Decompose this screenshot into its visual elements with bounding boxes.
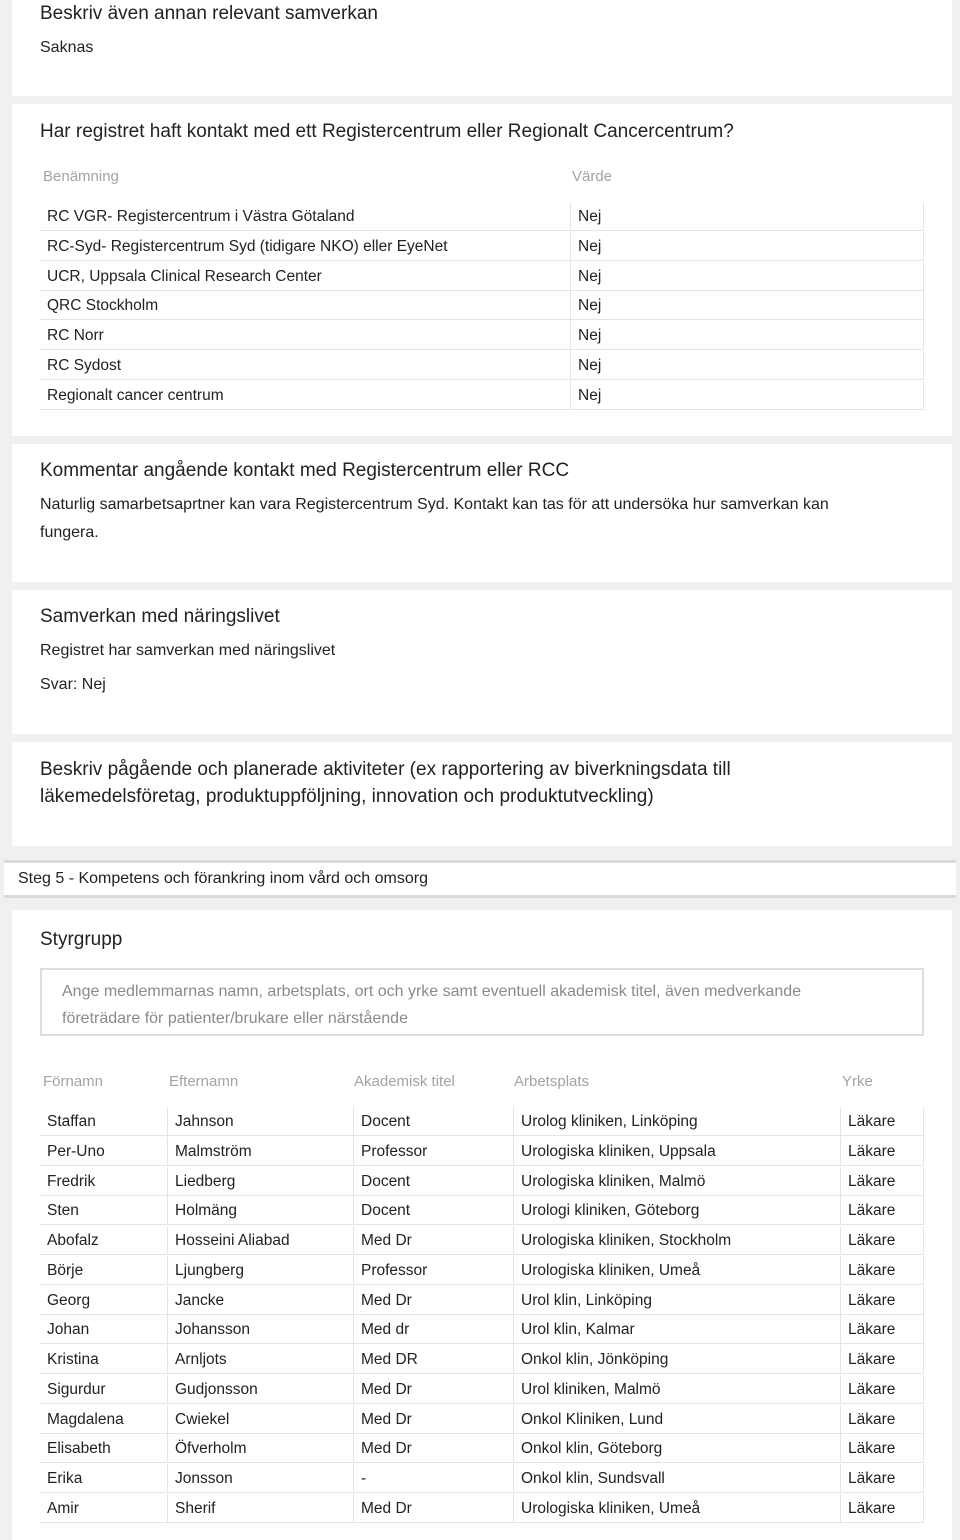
cell-titel: Professor bbox=[353, 1256, 513, 1285]
cell-efternamn: Johansson bbox=[167, 1315, 353, 1344]
cell-fornamn: Georg bbox=[40, 1286, 167, 1315]
cell-fornamn: Amir bbox=[40, 1494, 167, 1523]
cell-name: RC-Syd- Registercentrum Syd (tidigare NKO) eller EyeNet bbox=[40, 232, 570, 261]
cell-yrke: Läkare bbox=[840, 1405, 924, 1434]
cell-arbetsplats: Urologiska kliniken, Stockholm bbox=[513, 1226, 840, 1255]
cell-titel: Med Dr bbox=[353, 1375, 513, 1404]
column-header-name: Benämning bbox=[43, 168, 119, 185]
column-header-value: Värde bbox=[572, 168, 613, 185]
other-collaboration-card bbox=[12, 0, 952, 96]
table-row bbox=[40, 1167, 924, 1197]
table-row bbox=[40, 1137, 924, 1167]
question-title-line-2: läkemedelsföretag, produktuppföljning, innovation och produktutveckling) bbox=[40, 786, 654, 807]
question-title: Beskriv även annan relevant samverkan bbox=[40, 3, 378, 24]
answer-text-line-1: Naturlig samarbetsaprtner kan vara Registercentrum Syd. Kontakt kan tas för att undersöka hur samverkan kan bbox=[40, 496, 829, 513]
step-title: Steg 5 - Kompetens och förankring inom vård och omsorg bbox=[18, 870, 428, 887]
cell-titel: Med dr bbox=[353, 1315, 513, 1344]
question-title-line-1: Beskriv pågående och planerade aktiviteter (ex rapportering av biverkningsdata till bbox=[40, 759, 731, 780]
cell-titel: Med DR bbox=[353, 1345, 513, 1374]
cell-efternamn: Jancke bbox=[167, 1286, 353, 1315]
question-subtitle: Registret har samverkan med näringslivet bbox=[40, 642, 336, 659]
cell-fornamn: Magdalena bbox=[40, 1405, 167, 1434]
instruction-line-1: Ange medlemmarnas namn, arbetsplats, ort och yrke samt eventuell akademisk titel, även medverkande bbox=[62, 983, 802, 1000]
cell-fornamn: Per-Uno bbox=[40, 1137, 167, 1166]
table-row bbox=[40, 381, 924, 411]
cell-titel: - bbox=[353, 1464, 513, 1493]
table-row bbox=[40, 1226, 924, 1256]
table-row bbox=[40, 1286, 924, 1316]
cell-efternamn: Jahnson bbox=[167, 1107, 353, 1136]
cell-titel: Docent bbox=[353, 1167, 513, 1196]
cell-name: Regionalt cancer centrum bbox=[40, 381, 570, 410]
table-row bbox=[40, 202, 924, 232]
cell-fornamn: Erika bbox=[40, 1464, 167, 1493]
cell-value: Nej bbox=[570, 381, 924, 410]
cell-fornamn: Staffan bbox=[40, 1107, 167, 1136]
table-row bbox=[40, 351, 924, 381]
registercentrum-contact-card bbox=[12, 104, 952, 436]
cell-value: Nej bbox=[570, 232, 924, 261]
cell-yrke: Läkare bbox=[840, 1226, 924, 1255]
cell-efternamn: Holmäng bbox=[167, 1196, 353, 1225]
table-row bbox=[40, 291, 924, 321]
table-row bbox=[40, 1375, 924, 1405]
cell-value: Nej bbox=[570, 291, 924, 320]
table-row bbox=[40, 1256, 924, 1286]
cell-fornamn: Elisabeth bbox=[40, 1434, 167, 1463]
section-title: Styrgrupp bbox=[40, 929, 123, 950]
step-header bbox=[4, 860, 956, 898]
industry-collaboration-card bbox=[12, 590, 952, 734]
cell-arbetsplats: Urologiska kliniken, Malmö bbox=[513, 1167, 840, 1196]
cell-arbetsplats: Urolog kliniken, Linköping bbox=[513, 1107, 840, 1136]
cell-yrke: Läkare bbox=[840, 1137, 924, 1166]
column-header-titel: Akademisk titel bbox=[354, 1073, 455, 1090]
question-title: Kommentar angående kontakt med Registercentrum eller RCC bbox=[40, 460, 570, 481]
cell-arbetsplats: Urol klin, Linköping bbox=[513, 1286, 840, 1315]
cell-yrke: Läkare bbox=[840, 1256, 924, 1285]
cell-yrke: Läkare bbox=[840, 1286, 924, 1315]
question-title: Samverkan med näringslivet bbox=[40, 606, 280, 627]
cell-arbetsplats: Onkol klin, Jönköping bbox=[513, 1345, 840, 1374]
cell-yrke: Läkare bbox=[840, 1196, 924, 1225]
cell-yrke: Läkare bbox=[840, 1167, 924, 1196]
cell-yrke: Läkare bbox=[840, 1494, 924, 1523]
instruction-line-2: företrädare för patienter/brukare eller närstående bbox=[62, 1010, 408, 1027]
cell-titel: Professor bbox=[353, 1137, 513, 1166]
table-row bbox=[40, 1494, 924, 1524]
instruction-box bbox=[40, 968, 924, 1036]
cell-arbetsplats: Urol kliniken, Malmö bbox=[513, 1375, 840, 1404]
cell-yrke: Läkare bbox=[840, 1375, 924, 1404]
cell-efternamn: Cwiekel bbox=[167, 1405, 353, 1434]
cell-arbetsplats: Urologiska kliniken, Uppsala bbox=[513, 1137, 840, 1166]
column-header-arbetsplats: Arbetsplats bbox=[514, 1073, 590, 1090]
cell-name: RC Sydost bbox=[40, 351, 570, 380]
cell-name: RC VGR- Registercentrum i Västra Götaland bbox=[40, 202, 570, 231]
cell-yrke: Läkare bbox=[840, 1107, 924, 1136]
cell-fornamn: Abofalz bbox=[40, 1226, 167, 1255]
activities-card bbox=[12, 742, 952, 846]
cell-name: QRC Stockholm bbox=[40, 291, 570, 320]
question-title: Har registret haft kontakt med ett Registercentrum eller Regionalt Cancercentrum? bbox=[40, 121, 734, 142]
cell-value: Nej bbox=[570, 351, 924, 380]
cell-efternamn: Gudjonsson bbox=[167, 1375, 353, 1404]
cell-titel: Med Dr bbox=[353, 1405, 513, 1434]
answer-text: Svar: Nej bbox=[40, 676, 106, 693]
cell-arbetsplats: Urologiska kliniken, Umeå bbox=[513, 1494, 840, 1523]
cell-efternamn: Sherif bbox=[167, 1494, 353, 1523]
cell-efternamn: Liedberg bbox=[167, 1167, 353, 1196]
cell-fornamn: Kristina bbox=[40, 1345, 167, 1374]
cell-fornamn: Johan bbox=[40, 1315, 167, 1344]
cell-efternamn: Öfverholm bbox=[167, 1434, 353, 1463]
cell-efternamn: Hosseini Aliabad bbox=[167, 1226, 353, 1255]
table-row bbox=[40, 1196, 924, 1226]
table-row bbox=[40, 1315, 924, 1345]
cell-value: Nej bbox=[570, 262, 924, 291]
cell-arbetsplats: Urologi kliniken, Göteborg bbox=[513, 1196, 840, 1225]
cell-fornamn: Börje bbox=[40, 1256, 167, 1285]
cell-titel: Med Dr bbox=[353, 1434, 513, 1463]
cell-efternamn: Malmström bbox=[167, 1137, 353, 1166]
cell-yrke: Läkare bbox=[840, 1315, 924, 1344]
table-row bbox=[40, 232, 924, 262]
answer-text-line-2: fungera. bbox=[40, 524, 99, 541]
cell-arbetsplats: Onkol klin, Göteborg bbox=[513, 1434, 840, 1463]
cell-titel: Med Dr bbox=[353, 1494, 513, 1523]
table-row bbox=[40, 1345, 924, 1375]
cell-name: RC Norr bbox=[40, 321, 570, 350]
cell-arbetsplats: Urologiska kliniken, Umeå bbox=[513, 1256, 840, 1285]
table-row bbox=[40, 1107, 924, 1137]
table-row bbox=[40, 1405, 924, 1435]
cell-yrke: Läkare bbox=[840, 1345, 924, 1374]
cell-arbetsplats: Urol klin, Kalmar bbox=[513, 1315, 840, 1344]
cell-efternamn: Jonsson bbox=[167, 1464, 353, 1493]
answer-text: Saknas bbox=[40, 39, 94, 56]
cell-titel: Med Dr bbox=[353, 1286, 513, 1315]
cell-titel: Docent bbox=[353, 1107, 513, 1136]
steering-group-card bbox=[12, 910, 952, 1540]
cell-name: UCR, Uppsala Clinical Research Center bbox=[40, 262, 570, 291]
column-header-efternamn: Efternamn bbox=[169, 1073, 239, 1090]
cell-yrke: Läkare bbox=[840, 1434, 924, 1463]
table-row bbox=[40, 1434, 924, 1464]
column-header-yrke: Yrke bbox=[842, 1073, 873, 1090]
cell-value: Nej bbox=[570, 202, 924, 231]
cell-efternamn: Ljungberg bbox=[167, 1256, 353, 1285]
cell-titel: Docent bbox=[353, 1196, 513, 1225]
rcc-comment-card bbox=[12, 444, 952, 582]
table-row bbox=[40, 1464, 924, 1494]
cell-efternamn: Arnljots bbox=[167, 1345, 353, 1374]
cell-fornamn: Fredrik bbox=[40, 1167, 167, 1196]
cell-titel: Med Dr bbox=[353, 1226, 513, 1255]
column-header-fornamn: Förnamn bbox=[43, 1073, 104, 1090]
table-row bbox=[40, 262, 924, 292]
cell-fornamn: Sten bbox=[40, 1196, 167, 1225]
cell-value: Nej bbox=[570, 321, 924, 350]
cell-yrke: Läkare bbox=[840, 1464, 924, 1493]
cell-arbetsplats: Onkol klin, Sundsvall bbox=[513, 1464, 840, 1493]
cell-arbetsplats: Onkol Kliniken, Lund bbox=[513, 1405, 840, 1434]
table-row bbox=[40, 321, 924, 351]
cell-fornamn: Sigurdur bbox=[40, 1375, 167, 1404]
